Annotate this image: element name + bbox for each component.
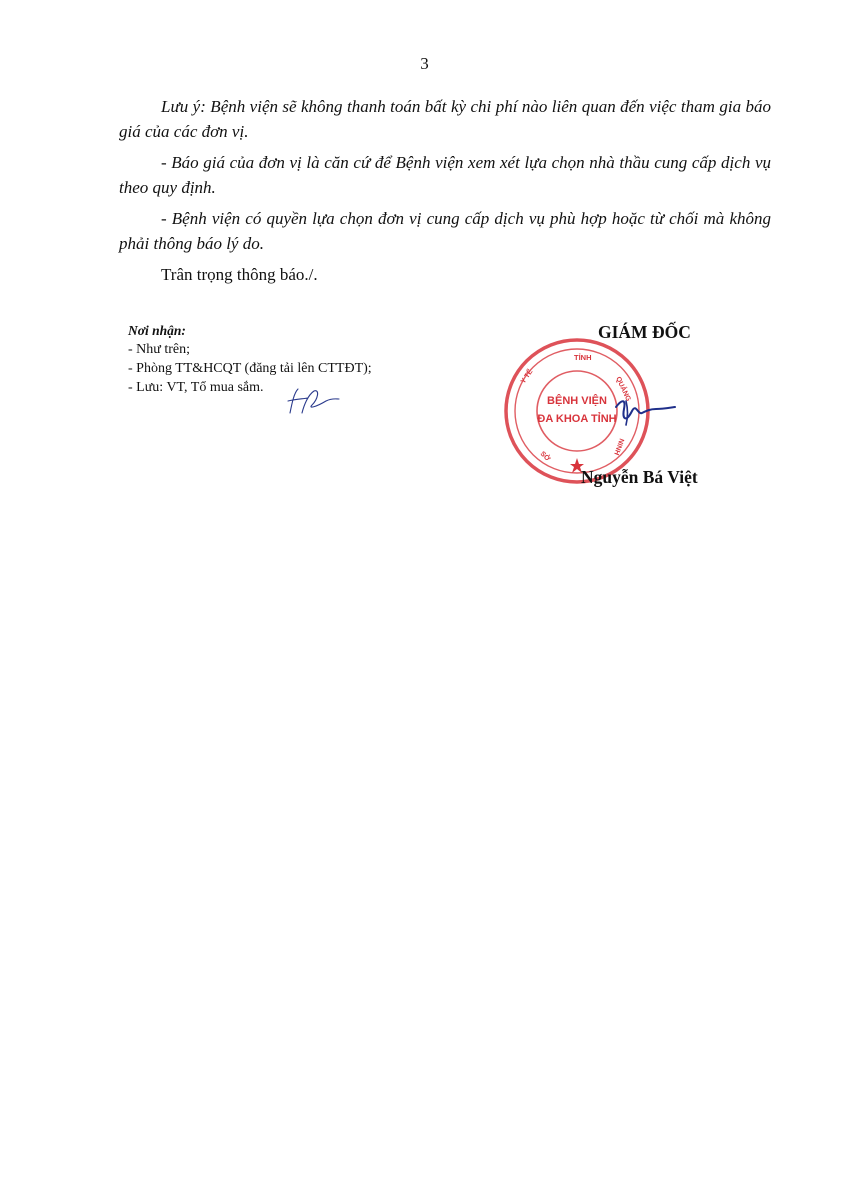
svg-text:TỈNH: TỈNH <box>574 353 592 362</box>
note-text: Bệnh viện sẽ không thanh toán bất kỳ chi phí nào liên quan đến việc tham gia báo giá của các đơn vị. <box>119 97 771 141</box>
body-text <box>119 94 771 293</box>
signer-name: Nguyễn Bá Việt <box>581 467 698 487</box>
note-label: Lưu ý: <box>161 97 206 116</box>
recipient-item: - Như trên; <box>128 342 191 357</box>
signer-title: GIÁM ĐỐC <box>598 322 691 342</box>
svg-text:NINH: NINH <box>612 437 625 456</box>
note-paragraph <box>119 94 771 144</box>
recipients-heading: Nơi nhận: <box>128 323 186 338</box>
initials-mark <box>282 383 340 417</box>
recipient-item: - Phòng TT&HCQT (đăng tải lên CTTĐT); <box>128 361 372 376</box>
director-signature <box>612 395 676 429</box>
svg-text:Y TẾ: Y TẾ <box>519 368 535 386</box>
quote-basis-paragraph: - Báo giá của đơn vị là căn cứ để Bệnh viện xem xét lựa chọn nhà thầu cung cấp dịch vụ theo quy định. <box>119 153 771 197</box>
svg-text:BỆNH VIỆN: BỆNH VIỆN <box>547 395 607 407</box>
svg-text:ĐA KHOA TỈNH: ĐA KHOA TỈNH <box>537 413 617 425</box>
recipient-item: - Lưu: VT, Tổ mua sắm. <box>128 380 264 395</box>
svg-text:SỞ: SỞ <box>538 450 552 463</box>
selection-right-paragraph: - Bệnh viện có quyền lựa chọn đơn vị cung cấp dịch vụ phù hợp hoặc từ chối mà không phải thông báo lý do. <box>119 209 771 253</box>
svg-text:QUẢNG: QUẢNG <box>614 375 632 403</box>
closing-line: Trân trọng thông báo./. <box>161 265 318 284</box>
page-number: 3 <box>420 54 429 73</box>
